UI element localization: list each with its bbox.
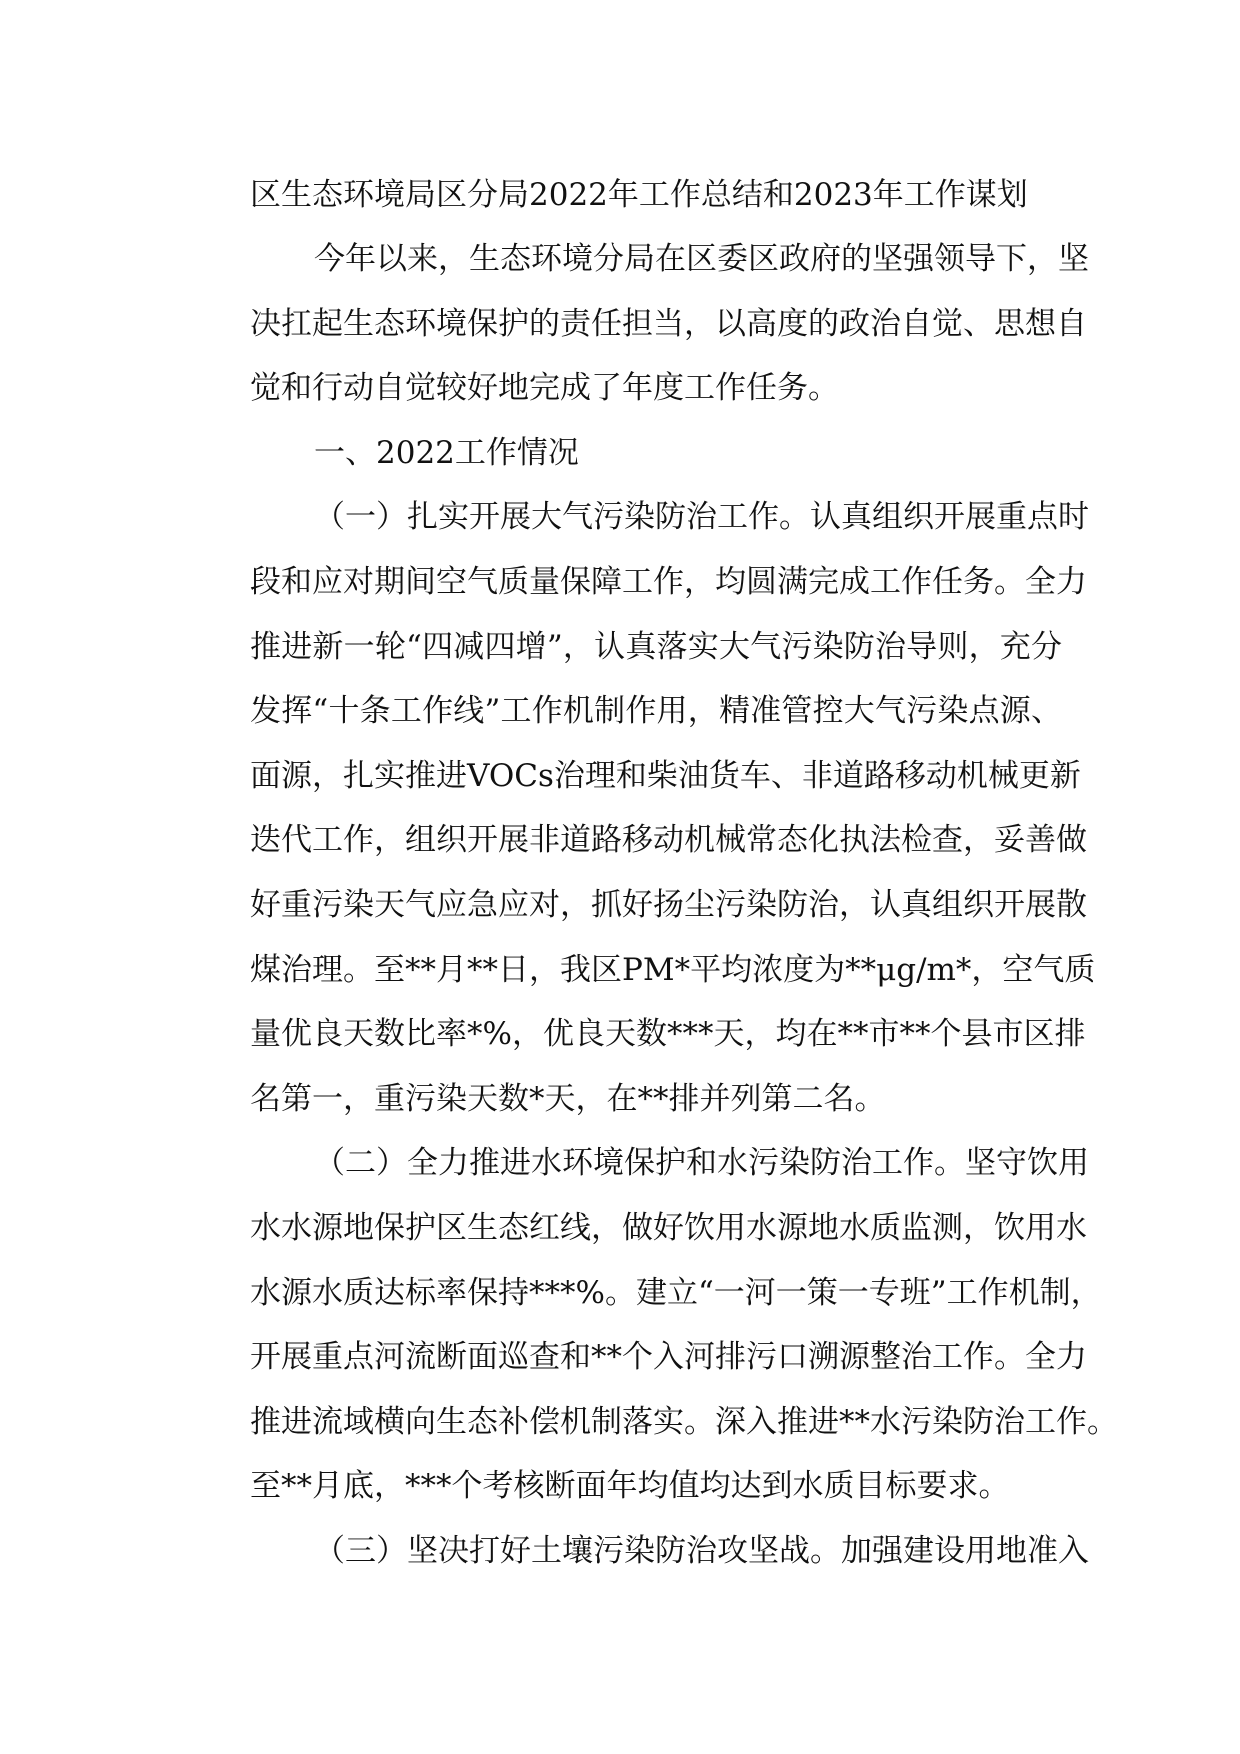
text-line: 开展重点河流断面巡查和**个入河排污口溯源整治工作。全力 (250, 1339, 1087, 1376)
text-line: 发挥“十条工作线”工作机制作用，精准管控大气污染点源、 (250, 693, 1062, 730)
text-line: 推进流域横向生态补偿机制落实。深入推进**水污染防治工作。 (250, 1403, 1118, 1440)
text-line: （三）坚决打好土壤污染防治攻坚战。加强建设用地准入 (314, 1532, 1089, 1569)
paragraph-item-1 (186, 485, 1096, 1131)
section-heading (186, 421, 1062, 486)
text-line: 煤治理。至**月**日，我区PM*平均浓度为**μg/m*，空气质 (250, 951, 1096, 988)
paragraph-item-2 (186, 1131, 1118, 1519)
text-line: 好重污染天气应急应对，抓好扬尘污染防治，认真组织开展散 (250, 886, 1087, 923)
text-line: 水源水质达标率保持***%。建立“一河一策一专班”工作机制， (250, 1274, 1102, 1311)
text-line: 一、2022工作情况 (314, 434, 579, 471)
text-line: 名第一，重污染天数*天，在**排并列第二名。 (250, 1080, 886, 1117)
paragraph-item-3 (186, 1519, 1089, 1584)
text-line: 至**月底，***个考核断面年均值均达到水质目标要求。 (250, 1468, 1010, 1505)
text-line: 量优良天数比率*%，优良天数***天，均在**市**个县市区排 (250, 1016, 1086, 1053)
text-line: 决扛起生态环境保护的责任担当，以高度的政治自觉、思想自 (250, 305, 1087, 342)
text-line: 迭代工作，组织开展非道路移动机械常态化执法检查，妥善做 (250, 822, 1087, 859)
paragraph-intro (186, 227, 1089, 421)
document-page (186, 163, 1118, 1583)
text-line: 推进新一轮“四减四增”，认真落实大气污染防治导则，充分 (250, 628, 1062, 665)
text-line: 水水源地保护区生态红线，做好饮用水源地水质监测，饮用水 (250, 1209, 1087, 1246)
text-line: 段和应对期间空气质量保障工作，均圆满完成工作任务。全力 (250, 563, 1087, 600)
text-line: 觉和行动自觉较好地完成了年度工作任务。 (250, 370, 839, 407)
text-line: （一）扎实开展大气污染防治工作。认真组织开展重点时 (314, 499, 1089, 536)
text-line: 今年以来，生态环境分局在区委区政府的坚强领导下，坚 (314, 241, 1089, 277)
text-line: 面源，扎实推进VOCs治理和柴油货车、非道路移动机械更新 (250, 757, 1081, 794)
document-title: 区生态环境局区分局2022年工作总结和2023年工作谋划 (250, 177, 1028, 213)
text-line: （二）全力推进水环境保护和水污染防治工作。坚守饮用 (314, 1145, 1089, 1182)
